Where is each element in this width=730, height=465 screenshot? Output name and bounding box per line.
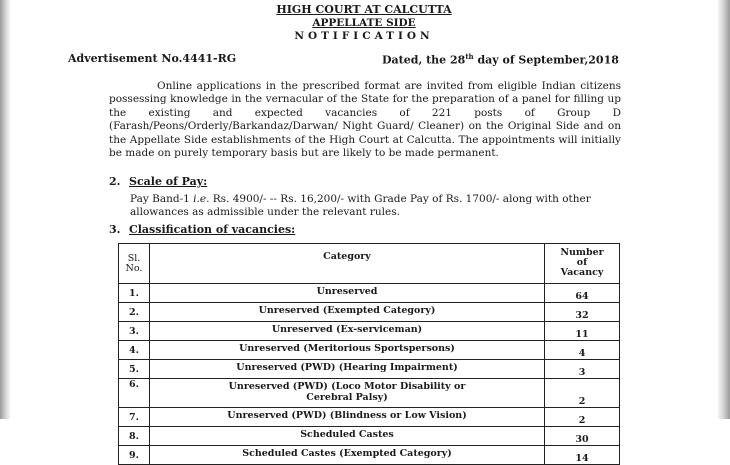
row-category: Scheduled Castes (Exempted Category) [150, 446, 545, 465]
pay-text-b: Rs. 4900/- -- Rs. 16,200/- with Grade Pay of Rs. 1700/- along with other allowances as admissible under the relevant rules. [130, 193, 591, 219]
table-row [119, 427, 620, 446]
court-title: HIGH COURT AT CALCUTTA [276, 3, 452, 16]
sl-header [119, 244, 150, 284]
row-count: 30 [545, 427, 620, 446]
section-2-title: Scale of Pay: [129, 175, 208, 188]
table-row [119, 284, 620, 303]
table-row [119, 322, 620, 341]
document-page [12, 0, 716, 464]
row-count: 2 [545, 379, 620, 408]
row-sl: 9. [119, 446, 150, 465]
table-row [119, 360, 620, 379]
row-count: 11 [545, 322, 620, 341]
row-sl: 8. [119, 427, 150, 446]
table-header-row [119, 244, 620, 284]
row-count: 4 [545, 341, 620, 360]
intro-paragraph [109, 80, 621, 160]
intro-text: Online applications in the prescribed format are invited from eligible Indian citizens possessing knowledge in the vernacular of the State for the preparation of a panel for filling up the existing and expected vacancies of 221 posts of Group D (Farash/Peons/Orderly/Barkandaz/Darwan/ Night Guard/ Cleaner) on the Original Side and on the Appellate Side establishments of the High Court at Calcutta. The appointments will initially be made on purely temporary basis but are likely to be made permanent. [109, 80, 621, 160]
row-count: 2 [545, 408, 620, 427]
pay-text-ie: i.e. [193, 193, 210, 205]
sl-header-a: Sl. [127, 252, 141, 264]
row-category: Unreserved (PWD) (Blindness or Low Vision) [150, 408, 545, 427]
viewer-edge-right [718, 0, 730, 419]
table-row [119, 379, 620, 408]
dated-prefix: Dated, the 28 [382, 53, 466, 67]
viewer-edge-left [0, 0, 10, 419]
vacancy-header-b: of [576, 257, 588, 268]
row-count: 14 [545, 446, 620, 465]
row-sl: 5. [119, 360, 150, 379]
row-category: Unreserved (Exempted Category) [150, 303, 545, 322]
sl-header-b: No. [125, 262, 143, 274]
row-category-a: Unreserved (PWD) (Loco Motor Disability or [228, 381, 466, 392]
row-category: Unreserved (Meritorious Sportspersons) [150, 341, 545, 360]
section-3-title: Classification of vacancies: [129, 223, 296, 236]
vacancy-header-a: Number [560, 247, 604, 258]
dated-suffix: day of September,2018 [473, 53, 619, 67]
row-sl: 4. [119, 341, 150, 360]
side-title: APPELLATE SIDE [312, 17, 416, 29]
vacancy-header-c: Vacancy [560, 267, 604, 278]
table-row [119, 303, 620, 322]
row-count: 64 [545, 284, 620, 303]
section-2-number: 2. [109, 175, 121, 188]
row-sl: 2. [119, 303, 150, 322]
row-sl: 1. [119, 284, 150, 303]
row-category: Unreserved (Ex-serviceman) [150, 322, 545, 341]
row-sl: 6. [119, 379, 150, 408]
table-row [119, 341, 620, 360]
row-category: Scheduled Castes [150, 427, 545, 446]
pay-text-a: Pay Band-1 [130, 193, 194, 205]
row-category: Unreserved (PWD) (Hearing Impairment) [150, 360, 545, 379]
row-category-b: Cerebral Palsy) [306, 392, 388, 403]
section-3-number: 3. [109, 223, 121, 236]
vacancy-table [118, 243, 620, 465]
advertisement-number: Advertisement No.4441-RG [68, 52, 237, 65]
row-sl: 3. [119, 322, 150, 341]
row-count: 32 [545, 303, 620, 322]
category-header: Category [150, 244, 545, 284]
dated-sup: th [465, 52, 474, 61]
table-row [119, 446, 620, 465]
table-row [119, 408, 620, 427]
row-count: 3 [545, 360, 620, 379]
vacancy-header [545, 244, 620, 284]
row-category [150, 379, 545, 408]
row-sl: 7. [119, 408, 150, 427]
pay-scale-text [130, 193, 624, 220]
dated-line [382, 52, 619, 67]
row-category: Unreserved [150, 284, 545, 303]
notification-title: NOTIFICATION [294, 30, 434, 42]
